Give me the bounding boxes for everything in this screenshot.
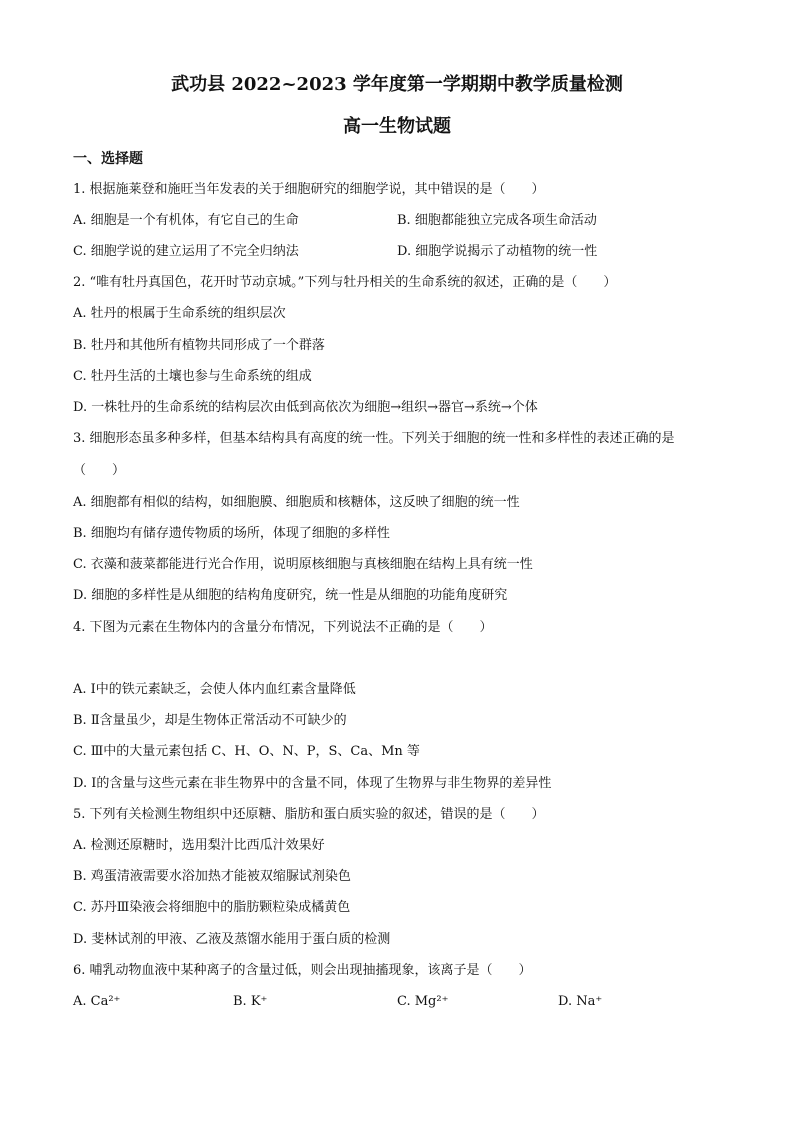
- question-1-option-c: C. 细胞学说的建立运用了不完全归纳法: [73, 244, 299, 259]
- exam-subtitle: 高一生物试题: [343, 116, 451, 137]
- question-2-option-c: C. 牡丹生活的土壤也参与生命系统的组成: [73, 369, 312, 384]
- question-3-option-b: B. 细胞均有储存遗传物质的场所，体现了细胞的多样性: [73, 526, 390, 541]
- question-1-option-a: A. 细胞是一个有机体，有它自己的生命: [73, 213, 299, 228]
- question-3-option-c: C. 衣藻和菠菜都能进行光合作用，说明原核细胞与真核细胞在结构上具有统一性: [73, 557, 533, 572]
- question-5-stem: 5. 下列有关检测生物组织中还原糖、脂肪和蛋白质实验的叙述，错误的是（ ）: [73, 807, 545, 822]
- question-3-stem: 3. 细胞形态虽多种多样，但基本结构具有高度的统一性。下列关于细胞的统一性和多样性的表述正确的是: [73, 431, 675, 446]
- section-heading: 一、选择题: [73, 151, 143, 167]
- question-4-option-d: D. Ⅰ的含量与这些元素在非生物界中的含量不同，体现了生物界与非生物界的差异性: [73, 776, 552, 791]
- question-5-option-c: C. 苏丹Ⅲ染液会将细胞中的脂肪颗粒染成橘黄色: [73, 900, 351, 915]
- question-1-stem: 1. 根据施莱登和施旺当年发表的关于细胞研究的细胞学说，其中错误的是（ ）: [73, 182, 545, 197]
- question-3-option-a: A. 细胞都有相似的结构，如细胞膜、细胞质和核糖体，这反映了细胞的统一性: [73, 495, 520, 510]
- question-3-stem-continued: （ ）: [73, 463, 126, 478]
- question-4-stem: 4. 下图为元素在生物体内的含量分布情况，下列说法不正确的是（ ）: [73, 620, 493, 635]
- question-6-option-d: D. Na⁺: [558, 994, 603, 1009]
- question-6-option-c: C. Mg²⁺: [397, 994, 449, 1009]
- question-4-option-b: B. Ⅱ含量虽少，却是生物体正常活动不可缺少的: [73, 713, 347, 728]
- exam-title: 武功县 2022~2023 学年度第一学期期中教学质量检测: [171, 74, 623, 95]
- question-5-option-b: B. 鸡蛋清液需要水浴加热才能被双缩脲试剂染色: [73, 869, 351, 884]
- question-2-stem: 2. “唯有牡丹真国色，花开时节动京城。”下列与牡丹相关的生命系统的叙述，正确的是（ ）: [73, 275, 617, 290]
- question-6-option-b: B. K⁺: [233, 994, 268, 1009]
- question-3-option-d: D. 细胞的多样性是从细胞的结构角度研究，统一性是从细胞的功能角度研究: [73, 588, 508, 603]
- question-2-option-d: D. 一株牡丹的生命系统的结构层次由低到高依次为细胞→组织→器官→系统→个体: [73, 400, 538, 415]
- question-5-option-a: A. 检测还原糖时，选用梨汁比西瓜汁效果好: [73, 838, 325, 853]
- question-5-option-d: D. 斐林试剂的甲液、乙液及蒸馏水能用于蛋白质的检测: [73, 932, 391, 947]
- question-2-option-a: A. 牡丹的根属于生命系统的组织层次: [73, 306, 286, 321]
- question-1-option-d: D. 细胞学说揭示了动植物的统一性: [397, 244, 598, 259]
- question-1-option-b: B. 细胞都能独立完成各项生命活动: [397, 213, 597, 228]
- question-4-option-a: A. Ⅰ中的铁元素缺乏，会使人体内血红素含量降低: [73, 682, 356, 697]
- question-6-option-a: A. Ca²⁺: [73, 994, 121, 1009]
- question-2-option-b: B. 牡丹和其他所有植物共同形成了一个群落: [73, 338, 325, 353]
- question-4-option-c: C. Ⅲ中的大量元素包括 C、H、O、N、P，S、Ca、Mn 等: [73, 744, 420, 759]
- question-6-stem: 6. 哺乳动物血液中某种离子的含量过低，则会出现抽搐现象，该离子是（ ）: [73, 963, 532, 978]
